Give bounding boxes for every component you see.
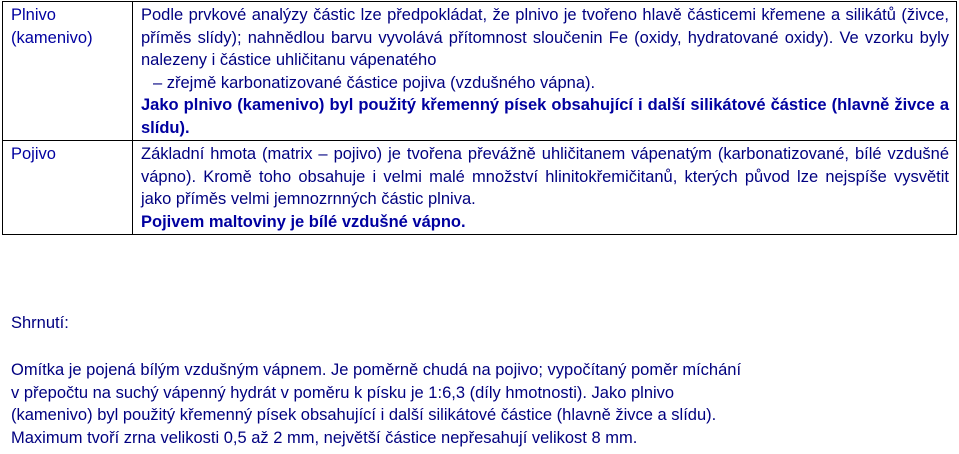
table-row-pojivo xyxy=(3,141,957,235)
pojivo-conclusion: Pojivem maltoviny je bílé vzdušné vápno. xyxy=(141,212,466,231)
row-label-pojivo xyxy=(3,141,133,235)
row-content-pojivo xyxy=(133,141,957,235)
plnivo-conclusion: Jako plnivo (kamenivo) byl použitý křemenný písek obsahující i další silikátové částice (hlavně živce a slídu). xyxy=(141,96,949,137)
plnivo-description: Podle prvkové analýzy částic lze předpokládat, že plnivo je tvořeno hlavě částicemi křemene a silikátů (živce, příměs slídy); nahnědlou barvu vyvolává přítomnost sloučenin Fe (oxidy, hydratované oxidy). Ve vzorku byly nalezeny i částice uhličitanu vápenatého xyxy=(141,6,949,69)
pojivo-description: Základní hmota (matrix – pojivo) je tvořena převážně uhličitanem vápenatým (karbonatizované, bílé vzdušné vápno). Kromě toho obsahuje i velmi malé množství hlinitokřemičitanů, kterých původ lze nejspíše vysvětit jako příměs velmi jemnozrnných částic plniva. xyxy=(141,145,949,208)
row-content-plnivo xyxy=(133,2,957,141)
summary-heading: Shrnutí: xyxy=(11,314,69,332)
composition-table xyxy=(2,1,957,235)
label-pojivo: Pojivo xyxy=(11,145,56,163)
summary-line-4: Maximum tvoří zrna velikosti 0,5 až 2 mm, největší částice nepřesahují velikost 8 mm. xyxy=(11,428,638,447)
table-row-plnivo xyxy=(3,2,957,141)
label-kamenivo: (kamenivo) xyxy=(11,28,93,47)
summary-paragraph xyxy=(11,359,948,449)
plnivo-description-indent: – zřejmě karbonatizované částice pojiva (vzdušného vápna). xyxy=(153,73,596,92)
label-plnivo: Plnivo xyxy=(11,6,56,24)
summary-line-1: Omítka je pojená bílým vzdušným vápnem. Je poměrně chudá na pojivo; vypočítaný poměr míchání xyxy=(11,361,742,379)
row-label-plnivo xyxy=(3,2,133,141)
summary-line-2: v přepočtu na suchý vápenný hydrát v poměru k písku je 1:6,3 (díly hmotnosti). Jako plnivo xyxy=(11,383,675,402)
summary-line-3: (kamenivo) byl použitý křemenný písek obsahující i další silikátové částice (hlavně živce a slídu). xyxy=(11,406,717,424)
